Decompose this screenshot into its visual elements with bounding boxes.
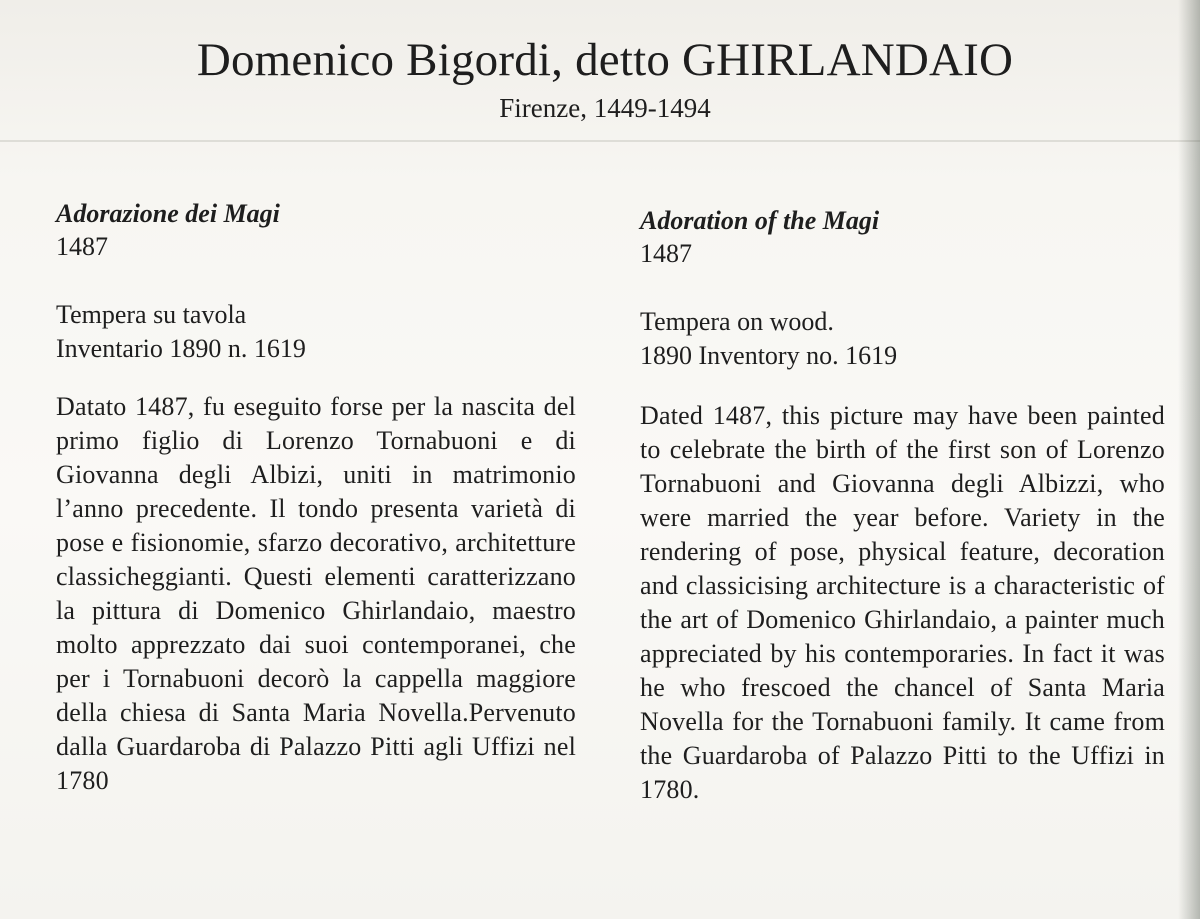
artist-place-dates: Firenze, 1449-1494 (499, 93, 711, 123)
italian-work-title: Adorazione dei Magi (56, 199, 280, 228)
artist-name: Domenico Bigordi, detto GHIRLANDAIO (196, 34, 1014, 86)
english-work-year: 1487 (640, 239, 692, 268)
english-technique: Tempera on wood. (640, 307, 834, 336)
english-description: Dated 1487, this picture may have been painted to celebrate the birth of the first son of Lorenzo Tornabuoni and Giovanna degli Albizzi, who were married the year before. Variety in the rendering of pose, physical feature, decoration and classicising architecture is a characteristic of the art of Domenico Ghirlandaio, a painter much appreciated by his contemporaries. In fact it was he who frescoed the chancel of Santa Maria Novella for the Tornabuoni family. It came from the Guardaroba of Palazzo Pitti to the Uffizi in 1780. (640, 401, 1165, 804)
italian-column (56, 198, 576, 798)
english-work-title: Adoration of the Magi (640, 206, 880, 235)
english-inventory: 1890 Inventory no. 1619 (640, 341, 898, 370)
card-edge-shadow (1178, 0, 1200, 919)
english-column (640, 205, 1165, 807)
italian-technique: Tempera su tavola (56, 300, 247, 329)
italian-work-year: 1487 (56, 232, 108, 261)
italian-description: Datato 1487, fu eseguito forse per la nascita del primo figlio di Lorenzo Tornabuoni e di Giovanna degli Albizi, uniti in matrimonio l’anno precedente. Il tondo presenta varietà di pose e fisionomie, sfarzo decorativo, architetture classicheggianti. Questi elementi caratterizzano la pittura di Domenico Ghirlandaio, maestro molto apprezzato dai suoi contemporanei, che per i Tornabuoni decorò la cappella maggiore della chiesa di Santa Maria Novella.Pervenuto dalla Guardaroba di Palazzo Pitti agli Uffizi nel 1780 (56, 392, 576, 795)
italian-inventory: Inventario 1890 n. 1619 (56, 334, 306, 363)
paper-fold-line (0, 140, 1200, 142)
